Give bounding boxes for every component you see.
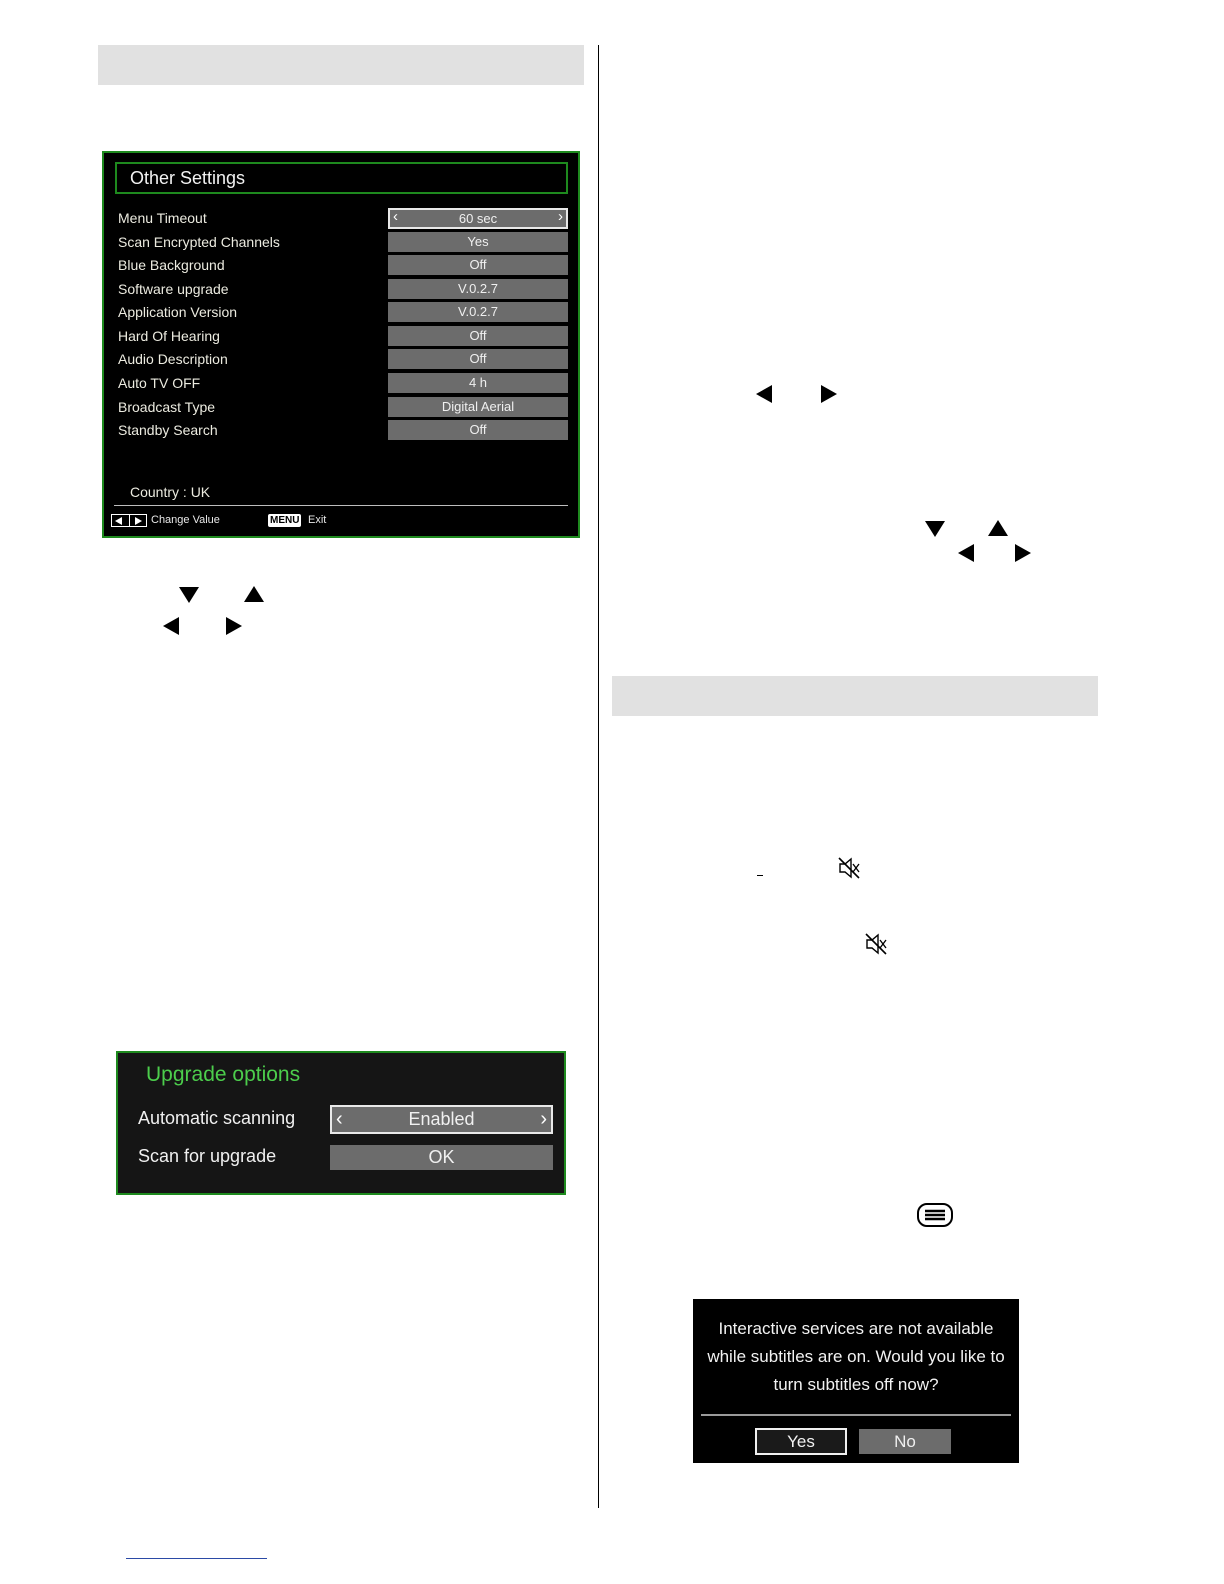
arrow-down-icon: [179, 587, 199, 603]
settings-label: Hard Of Hearing: [118, 328, 220, 344]
settings-label: Scan Encrypted Channels: [118, 234, 280, 250]
footer-divider: [114, 505, 568, 506]
arrow-right-icon: [821, 385, 837, 403]
arrow-right-icon: [1015, 544, 1031, 562]
section-heading-bar-right: [612, 676, 1098, 716]
section-heading-bar-left: [98, 45, 584, 85]
mute-icon: [837, 856, 861, 880]
country-label: Country : UK: [130, 484, 211, 500]
arrow-up-icon: [244, 586, 264, 602]
chevron-right-icon[interactable]: ›: [540, 1108, 547, 1130]
footer-change-value: Change Value: [151, 514, 220, 526]
settings-value[interactable]: Yes: [388, 232, 568, 252]
footer-left-right-keys: [111, 514, 147, 527]
key-separator: [129, 515, 130, 526]
dialog-message: Interactive services are not available while subtitles are on. Would you like to turn subtitles off now?: [707, 1319, 1005, 1394]
footer-exit: Exit: [308, 514, 327, 526]
settings-value: 60 sec: [458, 211, 498, 226]
arrow-left-icon: [958, 544, 974, 562]
dialog-divider: [701, 1414, 1011, 1416]
chevron-left-icon[interactable]: ‹: [336, 1108, 343, 1130]
arrow-right-icon: [135, 517, 142, 525]
settings-label: Application Version: [118, 304, 238, 320]
other-settings-title: Other Settings: [130, 168, 246, 188]
settings-label: Audio Description: [118, 351, 228, 367]
scan-for-upgrade-ok-button[interactable]: OK: [330, 1145, 553, 1170]
dash-mark: [757, 875, 763, 876]
settings-label: Menu Timeout: [118, 210, 207, 226]
settings-label: Blue Background: [118, 257, 225, 273]
other-settings-title-box: [115, 162, 568, 194]
settings-label: Standby Search: [118, 422, 218, 438]
upgrade-label: Automatic scanning: [138, 1108, 296, 1128]
upgrade-value-selector[interactable]: [330, 1105, 553, 1134]
upgrade-value: Enabled: [408, 1109, 475, 1129]
column-divider: [598, 45, 599, 1508]
settings-value[interactable]: 4 h: [388, 373, 568, 393]
arrow-left-icon: [163, 617, 179, 635]
settings-value[interactable]: V.0.2.7: [388, 279, 568, 299]
menu-key: MENU: [270, 515, 300, 526]
settings-value[interactable]: Off: [388, 420, 568, 440]
upgrade-options-screen: [116, 1051, 566, 1195]
arrow-left-icon: [115, 517, 122, 525]
dialog-yes-button[interactable]: Yes: [755, 1428, 847, 1455]
settings-label: Auto TV OFF: [118, 375, 201, 391]
mute-icon: [864, 932, 888, 956]
settings-value[interactable]: Off: [388, 255, 568, 275]
settings-value-selector[interactable]: [388, 208, 568, 229]
settings-value[interactable]: V.0.2.7: [388, 302, 568, 322]
settings-value[interactable]: Off: [388, 349, 568, 369]
arrow-right-icon: [226, 617, 242, 635]
other-settings-screen: [102, 151, 580, 538]
upgrade-options-title: Upgrade options: [146, 1063, 301, 1086]
subtitle-icon: [917, 1203, 953, 1227]
dialog-no-button[interactable]: No: [859, 1429, 951, 1454]
upgrade-label: Scan for upgrade: [138, 1146, 277, 1166]
chevron-right-icon[interactable]: ›: [558, 208, 563, 225]
arrow-down-icon: [925, 521, 945, 537]
settings-value[interactable]: Digital Aerial: [388, 397, 568, 417]
settings-label: Software upgrade: [118, 281, 229, 297]
arrow-left-icon: [756, 385, 772, 403]
settings-label: Broadcast Type: [118, 399, 216, 415]
chevron-left-icon[interactable]: ‹: [393, 208, 398, 225]
settings-value[interactable]: Off: [388, 326, 568, 346]
footer-link-underline: [126, 1558, 267, 1559]
subtitle-dialog: [693, 1299, 1019, 1463]
arrow-up-icon: [988, 520, 1008, 536]
